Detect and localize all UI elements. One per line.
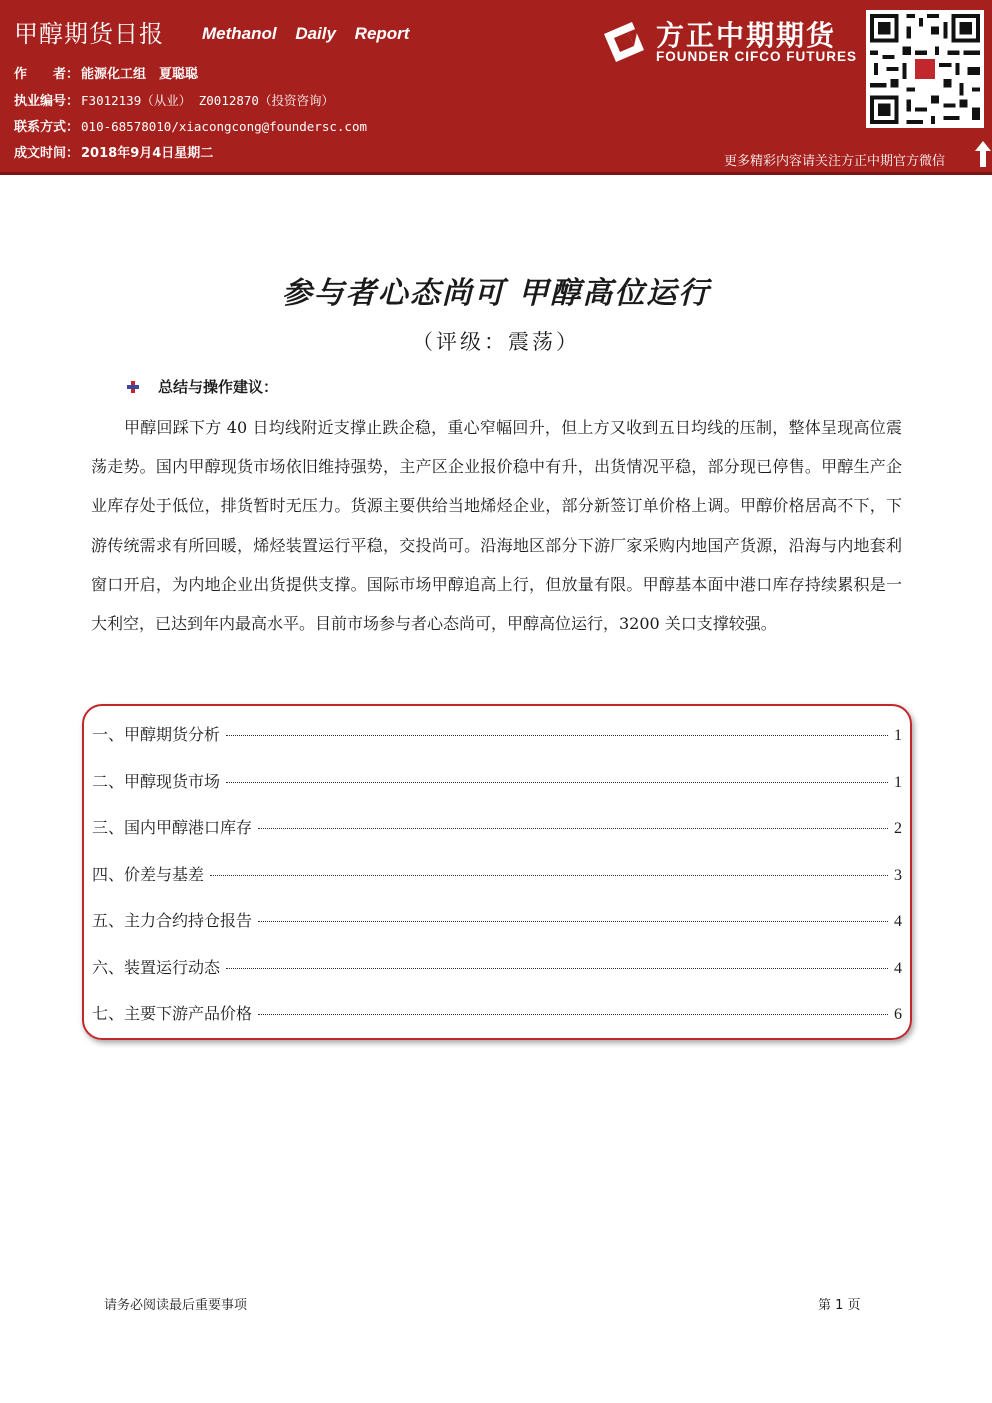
toc-leader [258, 1014, 888, 1015]
toc-item-page: 3 [894, 867, 902, 884]
toc-item[interactable] [92, 908, 902, 932]
summary-heading-text: 总结与操作建议： [158, 378, 279, 396]
toc-item-page: 1 [894, 727, 902, 744]
toc-leader [210, 875, 888, 876]
toc-item[interactable] [92, 769, 902, 793]
date-line [14, 142, 213, 161]
toc-leader [226, 782, 888, 783]
license-label: 执业编号： [14, 94, 80, 109]
wechat-tip: 更多精彩内容请关注方正中期官方微信 [724, 154, 946, 169]
rating: （评级：震荡） [412, 330, 580, 354]
toc-item-page: 4 [894, 913, 902, 930]
contact-line [14, 116, 367, 135]
toc-item-page: 6 [894, 1006, 902, 1023]
author-label: 作 者： [14, 67, 80, 82]
contact-label: 联系方式： [14, 120, 80, 135]
license-line [14, 90, 334, 109]
wechat-qr-code-icon[interactable] [866, 10, 984, 128]
table-of-contents [82, 704, 912, 1040]
toc-item[interactable] [92, 955, 902, 979]
bullet-cross-icon [126, 380, 140, 394]
toc-item-title: 六、装置运行动态 [92, 958, 221, 977]
page-title: 参与者心态尚可 甲醇高位运行 [281, 276, 711, 311]
date-value: 2018年9月4日星期二 [81, 146, 214, 161]
toc-item-title: 五、主力合约持仓报告 [92, 911, 253, 930]
toc-leader [258, 921, 888, 922]
toc-item-title: 四、价差与基差 [92, 865, 205, 884]
header-divider [0, 172, 992, 175]
toc-leader [226, 735, 888, 736]
author-line [14, 63, 198, 82]
toc-leader [226, 968, 888, 969]
toc-item-page: 4 [894, 960, 902, 977]
arrow-up-icon [974, 140, 992, 168]
toc-item-page: 1 [894, 774, 902, 791]
brand-name-en: FOUNDER CIFCO FUTURES [656, 49, 857, 64]
license-value: F3012139（从业） Z0012870（投资咨询） [81, 93, 334, 108]
toc-item[interactable] [92, 1001, 902, 1025]
toc-item[interactable] [92, 722, 902, 746]
toc-item-title: 七、主要下游产品价格 [92, 1004, 253, 1023]
report-title-en: Methanol Daily Report [202, 24, 410, 43]
author-value: 能源化工组 夏聪聪 [81, 67, 199, 82]
founder-logo-icon [602, 20, 646, 64]
toc-item-title: 三、国内甲醇港口库存 [92, 818, 253, 837]
brand-name-cn: 方正中期期货 [656, 19, 837, 52]
toc-item[interactable] [92, 815, 902, 839]
footer-notice: 请务必阅读最后重要事项 [104, 1298, 248, 1313]
toc-leader [258, 828, 888, 829]
summary-heading [126, 376, 278, 397]
footer-page-number: 第 1 页 [818, 1298, 861, 1313]
date-label: 成文时间： [14, 146, 80, 161]
summary-paragraph: 甲醇回踩下方 40 日均线附近支撑止跌企稳，重心窄幅回升，但上方又收到五日均线的压制，整体呈现高位震荡走势。国内甲醇现货市场依旧维持强势，主产区企业报价稳中有升，出货情况平稳，部分现已停售。甲醇生产企业库存处于低位，排货暂时无压力。货源主要供给当地烯烃企业，部分新签订单价格上调。甲醇价格居高不下，下游传统需求有所回暖，烯烃装置运行平稳，交投尚可。沿海地区部分下游厂家采购内地国产货源，沿海与内地套利窗口开启，为内地企业出货提供支撑。国际市场甲醇追高上行，但放量有限。甲醇基本面中港口库存持续累积是一大利空，已达到年内最高水平。目前市场参与者心态尚可，甲醇高位运行，3200 关口支撑较强。 [91, 418, 902, 634]
toc-item-title: 一、甲醇期货分析 [92, 725, 221, 744]
toc-item-title: 二、甲醇现货市场 [92, 772, 221, 791]
toc-item[interactable] [92, 862, 902, 886]
contact-value: 010-68578010/xiacongcong@foundersc.com [81, 119, 367, 134]
toc-item-page: 2 [894, 820, 902, 837]
report-title-cn: 甲醇期货日报 [14, 20, 164, 48]
